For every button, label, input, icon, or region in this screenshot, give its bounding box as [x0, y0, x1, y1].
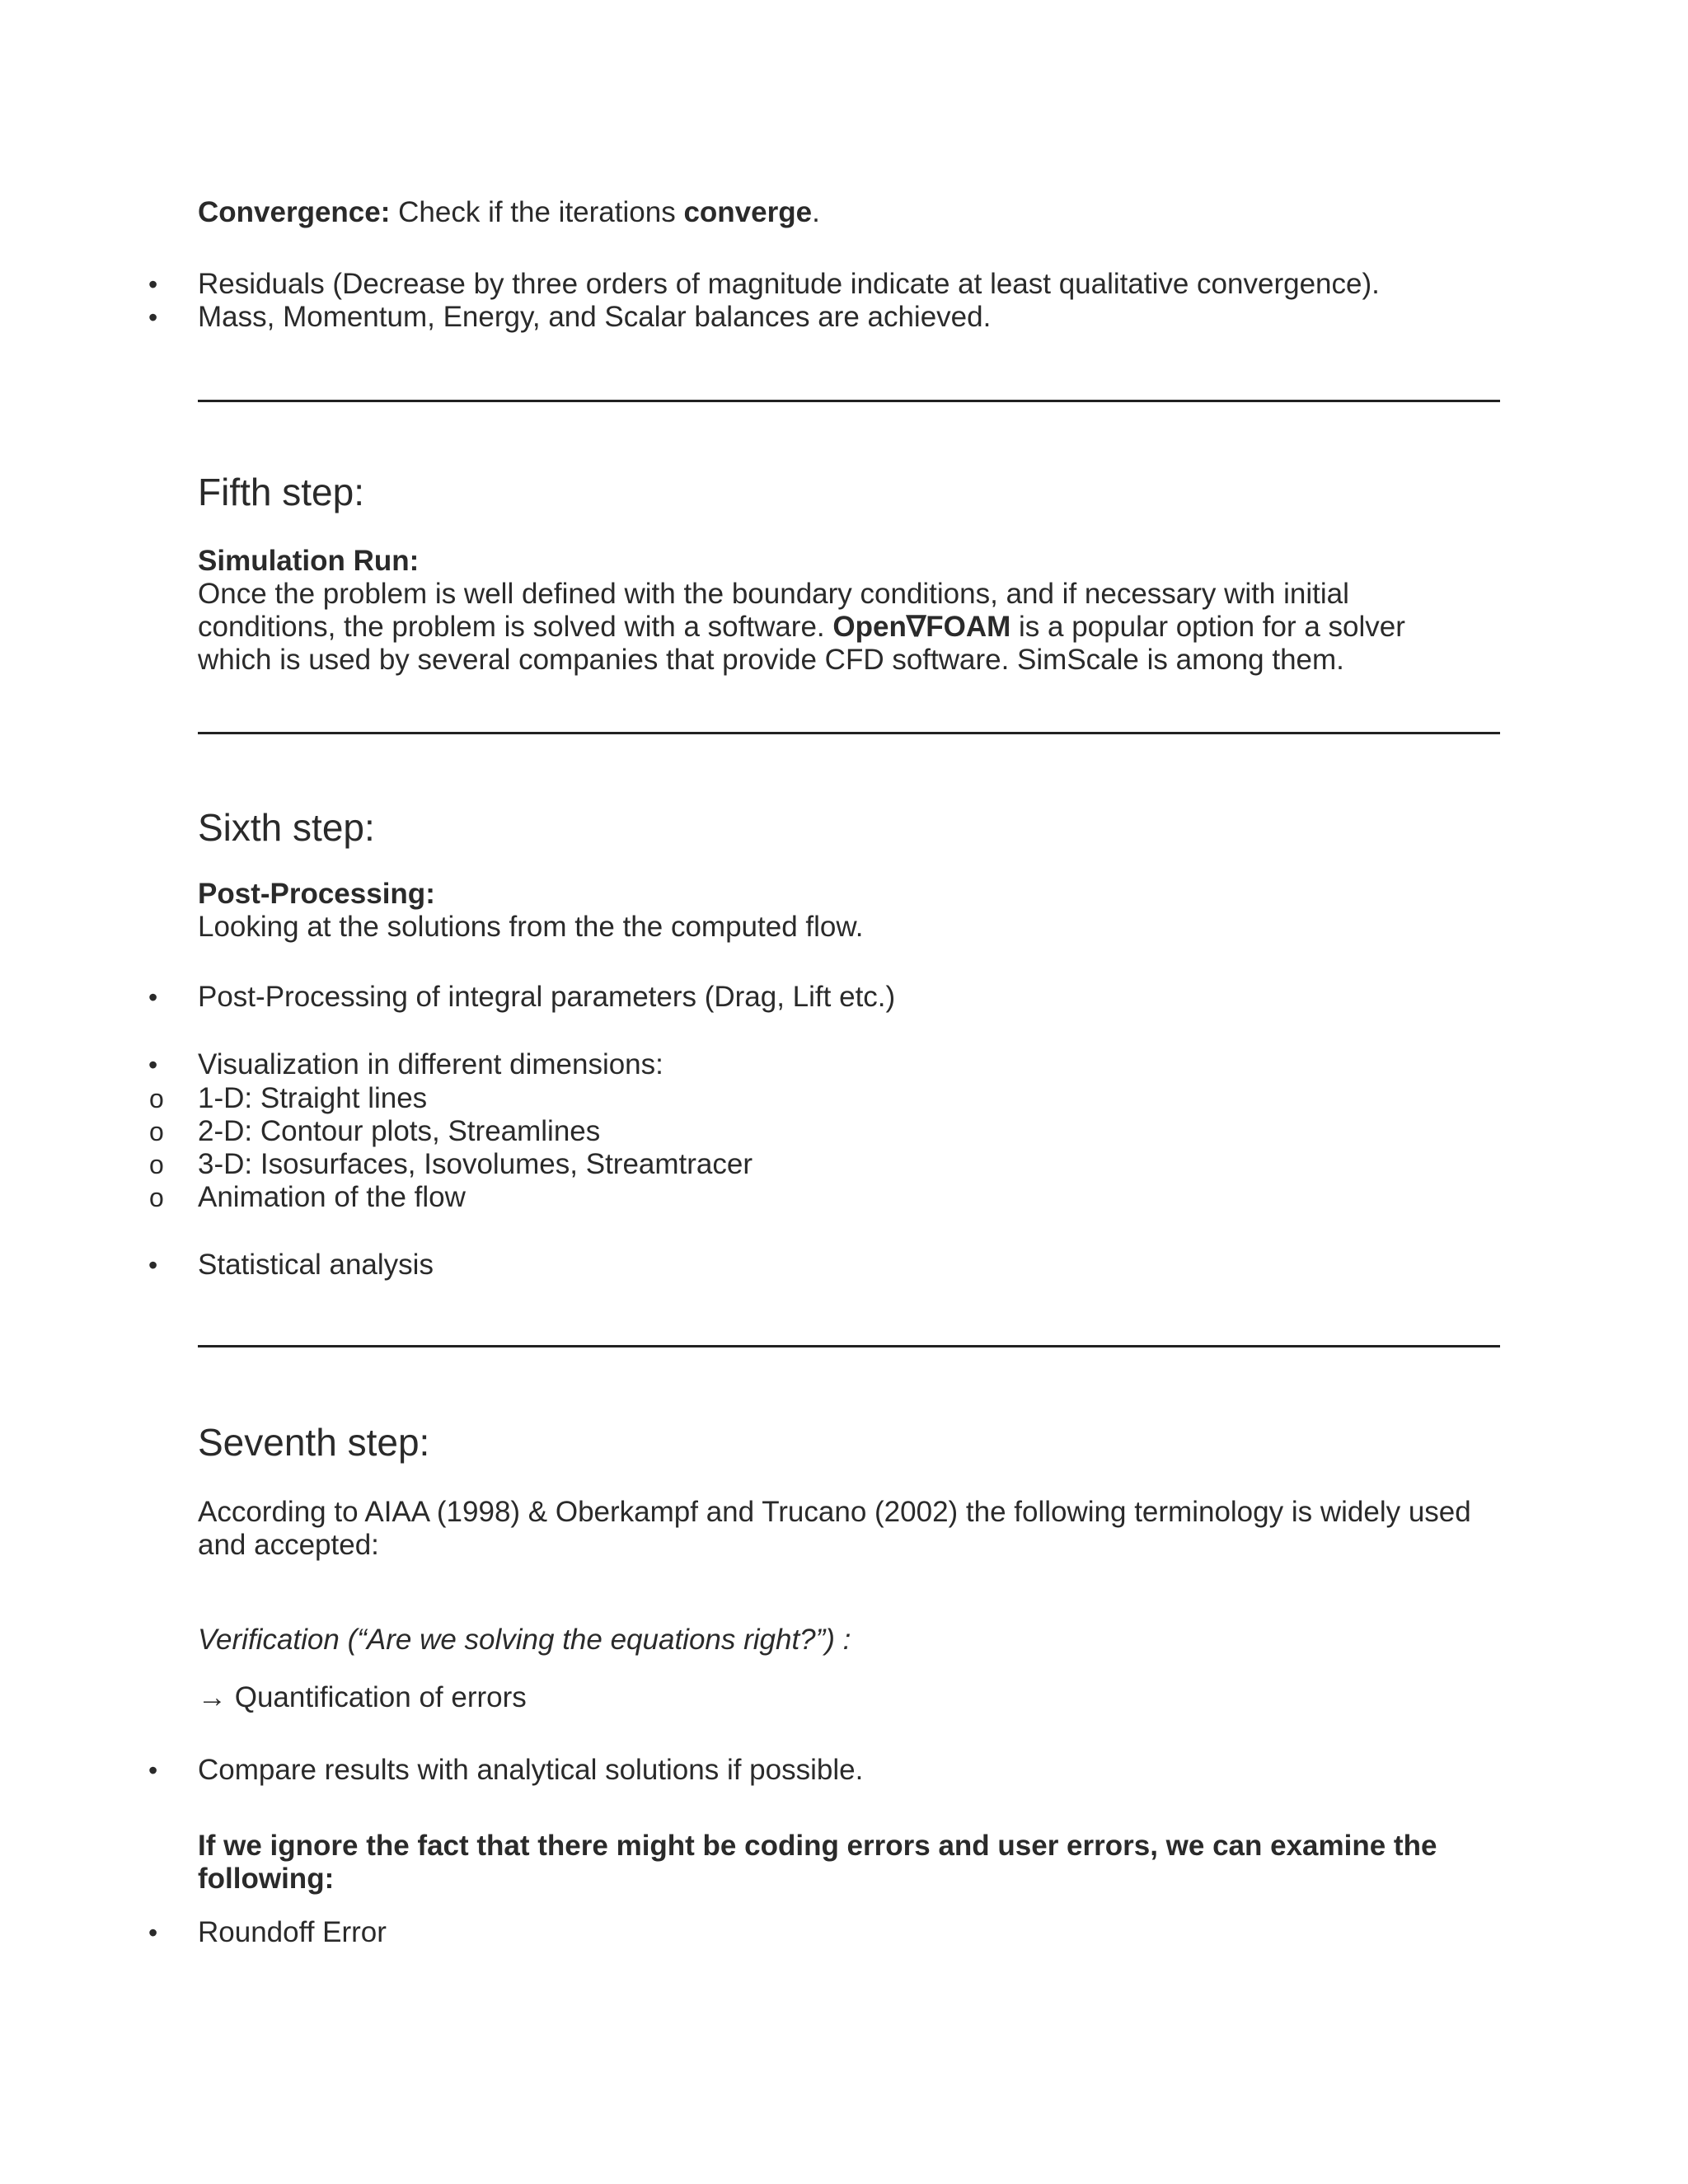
bullet-marker: •: [148, 1918, 158, 1947]
fifth-line2-text-end: is a popular option for a solver: [1019, 611, 1405, 643]
fifth-paragraph-line-3: which is used by several companies that provide CFD software. SimScale is among them.: [198, 644, 1344, 676]
sub-bullet-marker: o: [149, 1117, 164, 1146]
fifth-step-heading: Fifth step:: [198, 471, 364, 513]
seventh-bullet-compare: Compare results with analytical solutions if possible.: [198, 1754, 864, 1786]
sub-item-animation: Animation of the flow: [198, 1181, 466, 1213]
bullet-marker: •: [148, 1250, 158, 1280]
sub-item-2d: 2-D: Contour plots, Streamlines: [198, 1115, 601, 1147]
bullet-marker: •: [148, 1050, 158, 1080]
convergence-line: [198, 196, 1500, 229]
bullet-marker: •: [148, 269, 158, 299]
verification-question: Verification (“Are we solving the equations right?”) :: [198, 1624, 851, 1656]
convergence-keyword: converge: [683, 196, 813, 228]
convergence-end: .: [812, 196, 820, 228]
sub-item-1d: 1-D: Straight lines: [198, 1082, 428, 1114]
bullet-marker: •: [148, 1755, 158, 1785]
seventh-intro-line-1: According to AIAA (1998) & Oberkampf and Trucano (2002) the following terminology is widely used: [198, 1496, 1471, 1528]
convergence-bullet-residuals: Residuals (Decrease by three orders of magnitude indicate at least qualitative convergence).: [198, 268, 1380, 300]
seventh-bold-line-2: following:: [198, 1863, 335, 1895]
sixth-intro: Looking at the solutions from the the computed flow.: [198, 911, 864, 943]
section-divider: [198, 1345, 1500, 1347]
sixth-bullet-visualization: Visualization in different dimensions:: [198, 1048, 663, 1080]
convergence-text: Check if the iterations: [398, 196, 676, 228]
seventh-step-heading: Seventh step:: [198, 1421, 430, 1464]
seventh-bold-line-1: If we ignore the fact that there might be coding errors and user errors, we can examine the: [198, 1830, 1437, 1862]
post-processing-subheading: Post-Processing:: [198, 878, 435, 910]
sub-bullet-marker: o: [149, 1183, 164, 1212]
bullet-marker: •: [148, 982, 158, 1012]
sub-bullet-marker: o: [149, 1150, 164, 1179]
sixth-bullet-statistical: Statistical analysis: [198, 1249, 434, 1281]
bullet-marker: •: [148, 302, 158, 332]
fifth-line2-text: conditions, the problem is solved with a software.: [198, 611, 825, 643]
openfoam-name: Open∇FOAM: [832, 611, 1011, 643]
convergence-label: Convergence:: [198, 196, 391, 228]
seventh-bullet-roundoff: Roundoff Error: [198, 1916, 387, 1948]
seventh-intro-line-2: and accepted:: [198, 1529, 379, 1561]
simulation-run-subheading: Simulation Run:: [198, 545, 420, 577]
fifth-paragraph-line-1: Once the problem is well defined with the boundary conditions, and if necessary with initial: [198, 578, 1349, 610]
section-divider: [198, 732, 1500, 734]
sub-item-3d: 3-D: Isosurfaces, Isovolumes, Streamtracer: [198, 1148, 753, 1180]
fifth-paragraph-line-2: [198, 611, 1500, 644]
sixth-bullet-integral: Post-Processing of integral parameters (Drag, Lift etc.): [198, 981, 896, 1013]
section-divider: [198, 400, 1500, 402]
convergence-bullet-balances: Mass, Momentum, Energy, and Scalar balances are achieved.: [198, 301, 992, 333]
quantification-item: → Quantification of errors: [198, 1681, 527, 1713]
sub-bullet-marker: o: [149, 1084, 164, 1113]
sixth-step-heading: Sixth step:: [198, 806, 375, 849]
